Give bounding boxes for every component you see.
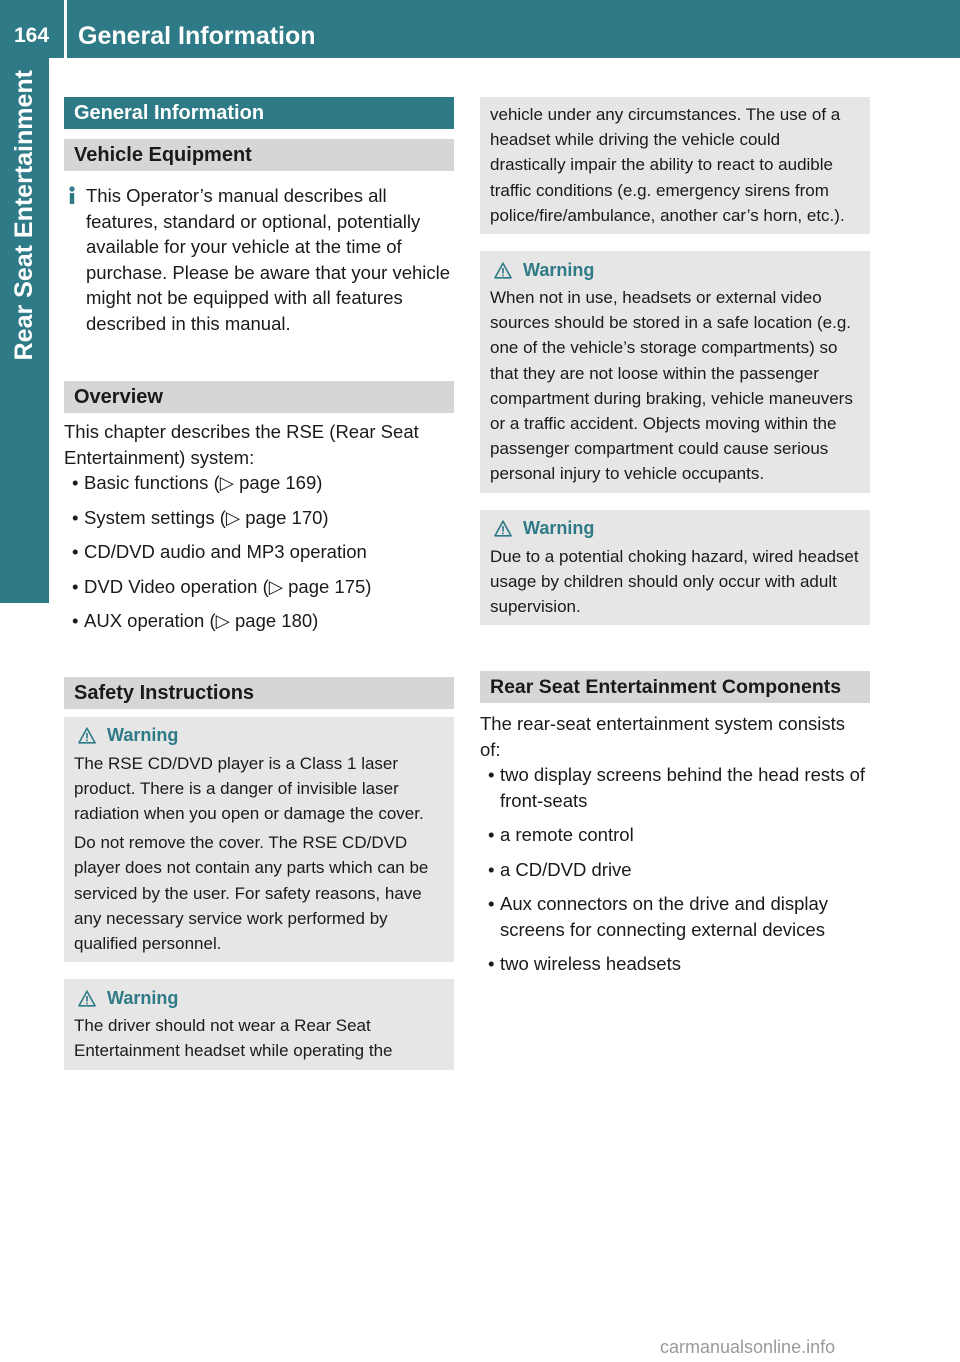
warning-text: vehicle under any circumstances. The use of a headset while driving the vehicle could drastically impair the ability to react to audible traffic conditions (e.g. emergency sirens from police/fire/ambulance, another car’s horn, etc.). [490, 105, 845, 225]
side-chapter-label: Rear Seat Entertainment [10, 70, 38, 361]
warning-box [64, 717, 454, 963]
warning-triangle-icon [78, 990, 96, 1007]
overview-heading: Overview [64, 381, 454, 413]
warning-box [64, 979, 454, 1069]
warning-title: Warning [107, 987, 179, 1008]
warning-title: Warning [523, 518, 595, 539]
warning-text: The RSE CD/DVD player is a Class 1 laser product. There is a danger of invisible laser radiation when you open or damage the cover. [74, 753, 424, 823]
side-chapter-tab [0, 58, 49, 603]
warning-text: Due to a potential choking hazard, wired headset usage by children should only occur with adult supervision. [490, 546, 859, 617]
components-list [480, 762, 870, 977]
components-heading: Rear Seat Entertainment Components [480, 671, 870, 703]
right-column [480, 97, 870, 986]
page-header-bar [0, 0, 960, 58]
general-information-heading: General Information [64, 97, 454, 129]
list-item: • DVD Video operation (▷ page 175) [72, 575, 372, 597]
list-item: • Aux connectors on the drive and display screens for connecting external devices [488, 893, 829, 940]
list-item: • Basic functions (▷ page 169) [72, 472, 323, 493]
list-item: • two display screens behind the head rests of front-seats [488, 764, 866, 811]
warning-text: When not in use, headsets or external video sources should be stored in a safe location (e.g. one of the vehicle’s storage compartments) so that they are not loose within the passenger compartment during braking, vehicle maneuvers or a traffic accident. Objects moving within the passenger compartment could cause serious personal injury to vehicle occupants. [490, 288, 853, 484]
components-intro: The rear-seat entertainment system consists of: [480, 713, 846, 760]
safety-instructions-heading: Safety Instructions [64, 677, 454, 709]
warning-box-continued [480, 97, 870, 234]
warning-box [480, 251, 870, 493]
list-item: • a remote control [488, 824, 634, 846]
page-number: 164 [14, 24, 50, 47]
warning-box [480, 510, 870, 626]
vehicle-equipment-heading: Vehicle Equipment [64, 139, 454, 171]
left-column [64, 97, 454, 1070]
list-item: • System settings (▷ page 170) [72, 506, 329, 528]
footer-watermark: carmanualsonline.info [660, 1337, 836, 1357]
header-divider [64, 0, 67, 58]
warning-title: Warning [523, 259, 595, 280]
info-icon [64, 186, 80, 205]
list-item: • a CD/DVD drive [488, 858, 632, 880]
list-item: • AUX operation (▷ page 180) [72, 610, 319, 631]
warning-text: Do not remove the cover. The RSE CD/DVD player does not contain any parts which can be serviced by the user. For safety reasons, have any necessary service work performed by qualified personnel. [74, 833, 429, 953]
header-title: General Information [78, 22, 316, 50]
list-item: • CD/DVD audio and MP3 operation [72, 541, 367, 562]
info-note-text: This Operator’s manual describes all features, standard or optional, potentially available for your vehicle at the time of purchase. Please be aware that your vehicle might not be equipped with all features described in this manual. [86, 185, 451, 334]
list-item: • two wireless headsets [488, 953, 681, 975]
overview-list [64, 470, 454, 634]
warning-triangle-icon [494, 262, 512, 279]
warning-triangle-icon [78, 727, 96, 744]
warning-text: The driver should not wear a Rear Seat Entertainment headset while operating the [74, 1016, 393, 1061]
warning-title: Warning [107, 725, 179, 745]
overview-intro: This chapter describes the RSE (Rear Seat Entertainment) system: [64, 421, 419, 468]
warning-triangle-icon [494, 520, 512, 537]
info-note [64, 183, 454, 336]
